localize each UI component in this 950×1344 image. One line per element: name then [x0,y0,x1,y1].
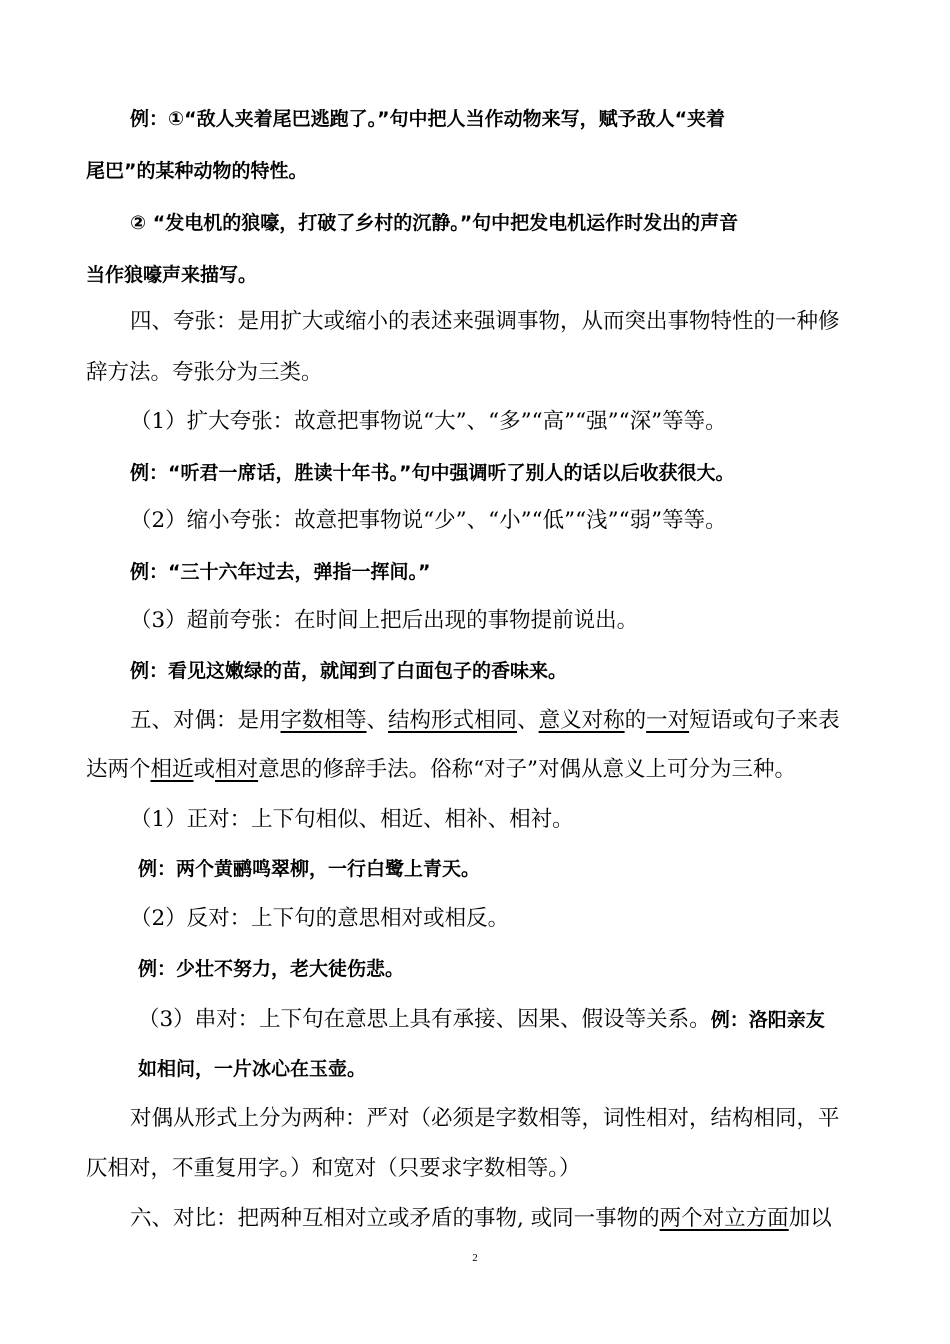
underlined-term: 结构形式相同 [388,708,518,733]
underlined-term: 相近 [150,757,194,782]
example-line: 当作狼嚎声来描写。 [86,264,258,286]
example-line: 例：少壮不努力，老大徒伤悲。 [138,958,405,980]
text-run: （3）串对：上下句在意思上具有承接、因果、假设等关系。 [138,1007,711,1032]
example-line: 例：看见这嫩绿的苗，就闻到了白面包子的香味来。 [130,660,568,682]
underlined-term: 两个对立方面 [659,1206,789,1231]
section-heading-contrast [130,1201,832,1232]
text-run: 、 [366,708,389,733]
underlined-term: 字数相等 [280,708,367,733]
text-run: 的 [624,708,647,733]
list-item [138,1002,825,1033]
example-line: 例：两个黄鹂鸣翠柳，一行白鹭上青天。 [138,858,481,880]
example-line: 例：“听君一席话，胜读十年书。”句中强调听了别人的话以后收获很大。 [130,462,735,484]
section-heading-antithesis [130,703,840,734]
example-line: 如相问，一片冰心在玉壶。 [138,1058,367,1080]
text-run: 、 [517,708,539,733]
page-number: 2 [472,1252,478,1264]
text-run: 或 [193,757,216,782]
underlined-term: 一对 [646,708,690,733]
paragraph-line: 仄相对，不重复用字。）和宽对（只要求字数相等。） [86,1156,581,1181]
text-run: 六、对比：把两种互相对立或矛盾的事物, 或同一事物的 [130,1206,660,1231]
list-item: （2）反对：上下句的意思相对或相反。 [130,906,510,931]
example-line: 例：①“敌人夹着尾巴逃跑了。”句中把人当作动物来写，赋予敌人“夹着 [130,108,726,130]
section-heading-hyperbole: 四、夸张：是用扩大或缩小的表述来强调事物，从而突出事物特性的一种修 [130,309,840,334]
paragraph-line: 对偶从形式上分为两种：严对（必须是字数相等，词性相对，结构相同，平 [130,1106,840,1131]
underlined-term: 意义对称 [538,708,625,733]
example-run: 例：洛阳亲友 [710,1009,825,1031]
list-item: （2）缩小夸张：故意把事物说“少”、“小”“低”“浅”“弱”等等。 [130,508,727,533]
example-line: ② “发电机的狼嚎，打破了乡村的沉静。”句中把发电机运作时发出的声音 [130,212,739,234]
text-run: 短语或句子来表 [689,708,840,733]
text-run: 加以 [788,1206,832,1231]
underlined-term: 相对 [215,757,259,782]
paragraph-line [86,752,796,783]
text-run: 意思的修辞手法。俗称“对子”对偶从意义上可分为三种。 [258,757,797,782]
list-item: （1）扩大夸张：故意把事物说“大”、“多”“高”“强”“深”等等。 [130,409,727,434]
text-run: 五、对偶：是用 [130,708,281,733]
example-line: 尾巴”的某种动物的特性。 [86,160,308,182]
text-run: 达两个 [86,757,151,782]
list-item: （1）正对：上下句相似、相近、相补、相衬。 [130,807,574,832]
list-item: （3）超前夸张：在时间上把后出现的事物提前说出。 [130,608,639,633]
paragraph-line: 辞方法。夸张分为三类。 [86,360,323,385]
example-line: 例：“三十六年过去，弹指一挥间。” [130,561,431,583]
